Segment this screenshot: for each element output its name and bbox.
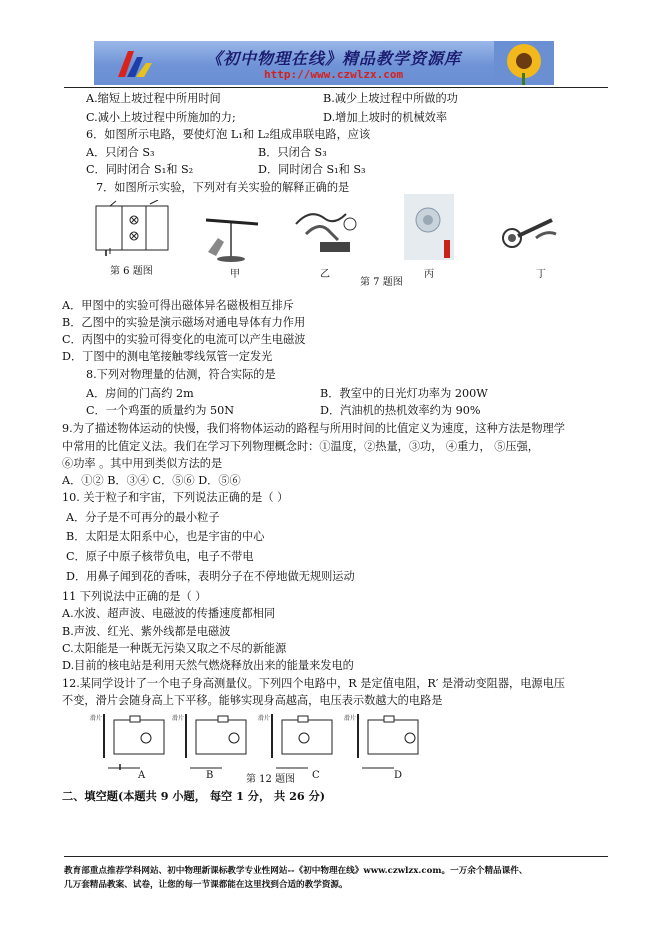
footer-line-2: 几万套精品教案、试卷，让您的每一节课都能在这里找到合适的教学资源。 [64,880,348,890]
q6-stem: 6．如图所示电路，要使灯泡 L₁和 L₂组成串联电路，应该 [86,128,371,141]
circuit-figure-q6 [92,200,174,258]
q12-fig-d-slider-label: 滑片 [344,715,357,722]
header-banner [94,41,554,85]
q8-option-c: C．一个鸡蛋的质量约为 50N [86,404,235,417]
q8-option-d: D．汽油机的热机效率约为 90% [320,404,481,417]
q11-option-a: A.水波、超声波、电磁波的传播速度都相同 [62,607,276,620]
q12-label-c: C [312,770,320,781]
q10-option-d: D．用鼻子闻到花的香味，表明分子在不停地做无规则运动 [66,570,355,583]
q12-fig-a-slider-label: 滑片 [90,715,103,722]
q9-options: A．①② B．③④ C．⑤⑥ D．⑤⑥ [62,474,241,487]
experiment-yi-figure [290,200,368,262]
q6-option-b: B．只闭合 S₃ [258,146,327,159]
q12-label-d: D [394,770,403,781]
q9-line-1: 9.为了描述物体运动的快慢，我们将物体运动的路程与所用时间的比值定义为速度，这种方法是物理学 [62,422,565,435]
q10-option-a: A．分子是不可再分的最小粒子 [66,511,220,524]
experiment-jia-figure [196,202,266,262]
q7-label-ding: 丁 [536,269,546,280]
q7-option-b: B．乙图中的实验是演示磁场对通电导体有力作用 [62,316,306,329]
q7-option-c: C．丙图中的实验可得变化的电流可以产生电磁波 [62,333,306,346]
q7-label-jia: 甲 [230,269,240,280]
sunflower-icon [494,41,554,85]
q12-figure-caption: 第 12 题图 [246,774,296,785]
experiment-bing-figure [404,194,454,260]
footer-rule [64,856,608,857]
q10-option-c: C．原子中原子核带负电，电子不带电 [66,550,254,563]
q12-label-a: A [138,770,146,781]
q11-stem: 11 下列说法中正确的是（ ） [62,590,207,603]
q7-option-a: A．甲图中的实验可得出磁体异名磁极相互排斥 [62,299,294,312]
q8-option-b: B．教室中的日光灯功率为 200W [320,387,488,400]
q5-option-c: C.减小上坡过程中所施加的力; [86,111,236,124]
q12-line-2: 不变，滑片会随身高上下平移。能够实现身高越高，电压表示数越大的电路是 [62,694,443,707]
q8-stem: 8.下列对物理量的估测，符合实际的是 [86,368,276,381]
q9-line-3: ⑥功率 。其中用到类似方法的是 [62,457,223,470]
q10-option-b: B．太阳是太阳系中心，也是宇宙的中心 [66,530,265,543]
header-rule [64,87,608,88]
header-url[interactable]: http://www.czwlzx.com [264,68,404,81]
q7-stem: 7．如图所示实验，下列对有关实验的解释正确的是 [96,181,350,194]
q11-option-d: D.目前的核电站是利用天然气燃烧释放出来的能量来发电的 [62,659,354,672]
q11-option-c: C.太阳能是一种既无污染又取之不尽的新能源 [62,642,287,655]
q12-line-1: 12.某同学设计了一个电子身高测量仪。下列四个电路中，R 是定值电阻，R′ 是滑动变阻器，电源电压 [62,677,565,690]
q12-label-b: B [206,770,214,781]
q7-label-bing: 丙 [424,269,434,280]
experiment-ding-figure [500,216,558,256]
q9-line-2: 中常用的比值定义法。我们在学习下列物理概念时：①温度，②热量，③功， ④重力， ⑤压强， [62,440,539,453]
q6-option-c: C．同时闭合 S₁和 S₂ [86,163,194,176]
site-logo-icon [112,47,156,81]
footer-line-1: 教育部重点推荐学科网站、初中物理新课标教学专业性网站--《初中物理在线》www.czwlzx.com。一万余个精品课件、 [64,866,528,876]
section-2-heading: 二、填空题(本题共 9 小题， 每空 1 分， 共 26 分) [62,789,326,803]
q6-figure-caption: 第 6 题图 [110,266,153,277]
q5-option-a: A.缩短上坡过程中所用时间 [86,92,221,105]
q7-label-yi: 乙 [320,269,330,280]
q11-option-b: B.声波、红光、紫外线都是电磁波 [62,625,231,638]
q6-option-a: A．只闭合 S₃ [86,146,155,159]
q7-option-d: D．丁图中的测电笔接触零线氖管一定发光 [62,350,273,363]
q5-option-d: D.增加上坡时的机械效率 [323,111,448,124]
q12-fig-c-slider-label: 滑片 [258,715,271,722]
q12-fig-b-slider-label: 滑片 [172,715,185,722]
q6-option-d: D．同时闭合 S₁和 S₃ [258,163,366,176]
q8-option-a: A．房间的门高约 2m [86,387,194,400]
q7-figure-caption: 第 7 题图 [360,277,403,288]
header-title: 《初中物理在线》精品教学资源库 [206,49,462,68]
q5-option-b: B.减少上坡过程中所做的功 [323,92,458,105]
q10-stem: 10. 关于粒子和宇宙，下列说法正确的是（ ） [62,491,289,504]
circuit-figures-q12 [90,708,420,778]
